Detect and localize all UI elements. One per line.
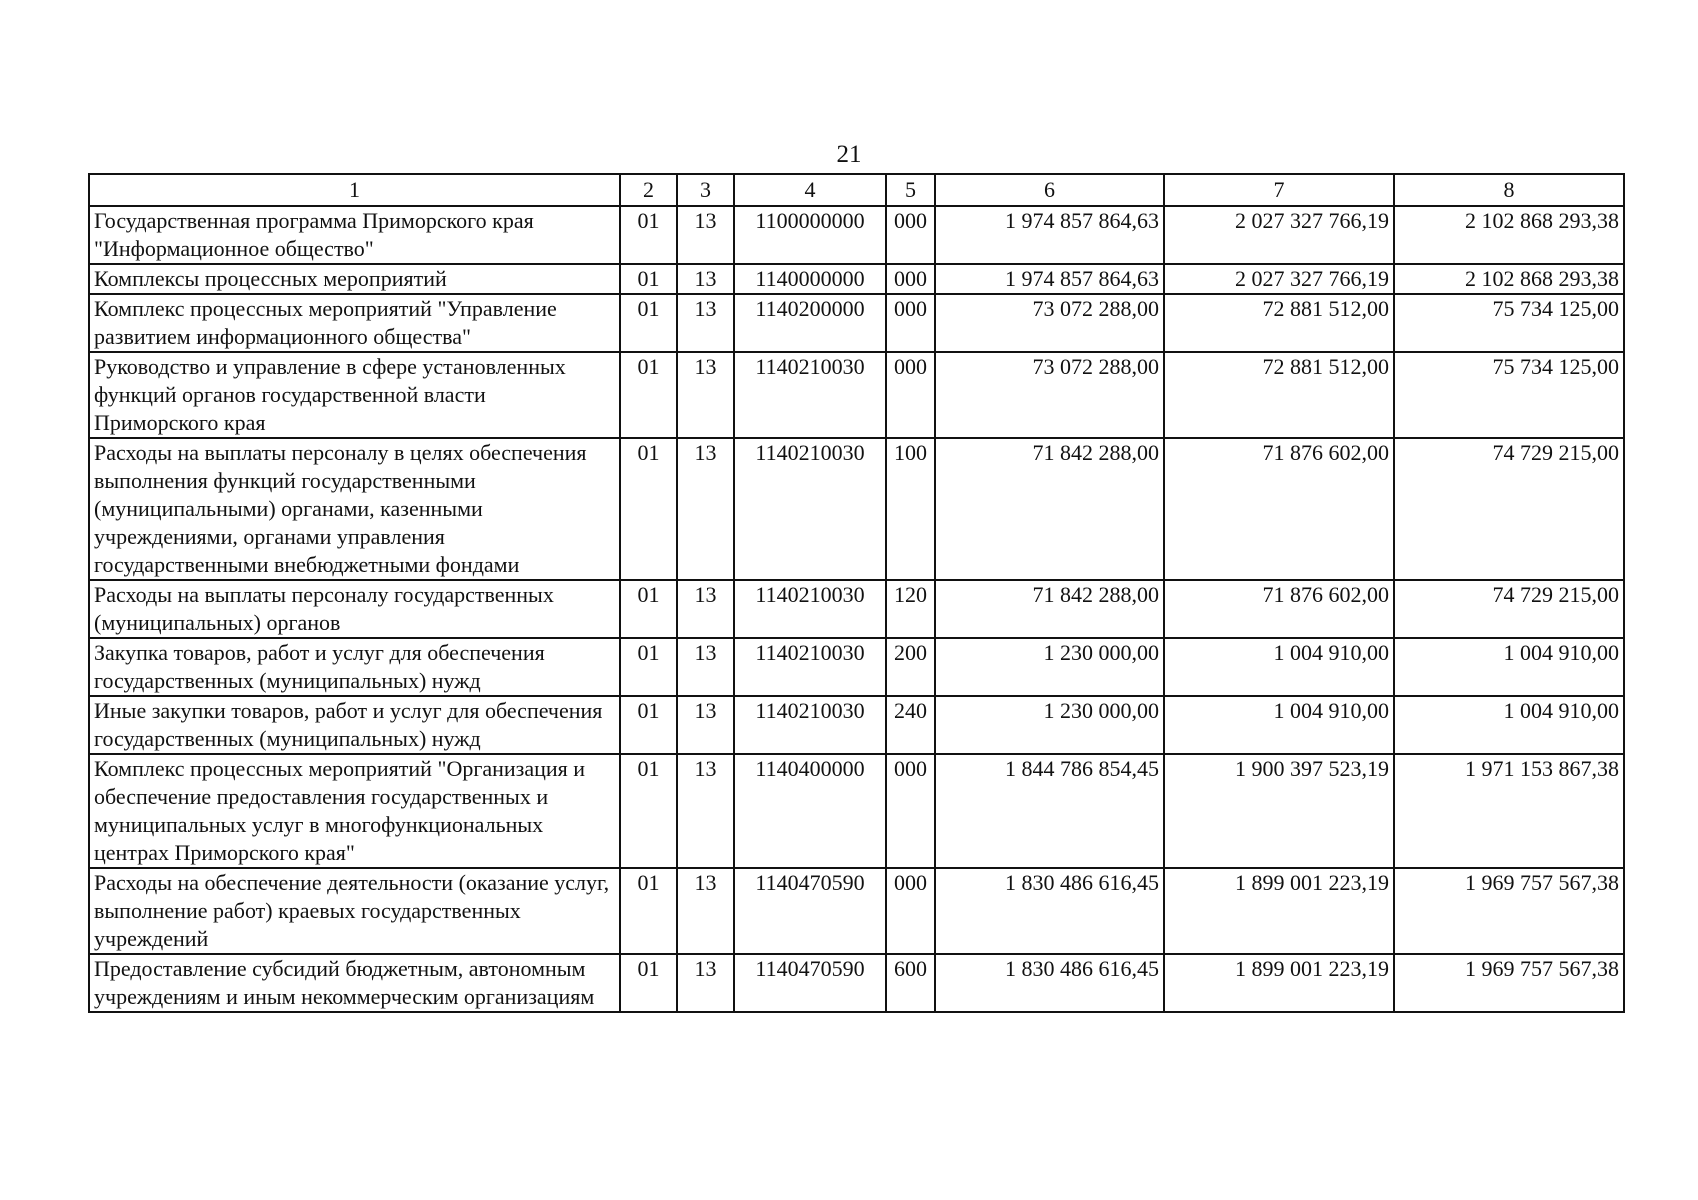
row-name-cell: Комплекс процессных мероприятий "Управление развитием информационного общества" xyxy=(89,294,620,352)
table-row xyxy=(89,638,1624,696)
expense-type-cell: 000 xyxy=(886,352,935,438)
expense-type-cell: 200 xyxy=(886,638,935,696)
amount-cell-6: 73 072 288,00 xyxy=(935,294,1164,352)
row-name-cell: Иные закупки товаров, работ и услуг для обеспечения государственных (муниципальных) нужд xyxy=(89,696,620,754)
table-row xyxy=(89,294,1624,352)
expense-type-cell: 000 xyxy=(886,294,935,352)
header-cell: 1 xyxy=(89,174,620,206)
subsection-code-cell: 13 xyxy=(677,352,734,438)
section-code-cell: 01 xyxy=(620,352,677,438)
table-row xyxy=(89,206,1624,264)
amount-cell-6: 73 072 288,00 xyxy=(935,352,1164,438)
table-row xyxy=(89,954,1624,1012)
amount-cell-6: 1 230 000,00 xyxy=(935,696,1164,754)
subsection-code-cell: 13 xyxy=(677,438,734,580)
amount-cell-7: 1 004 910,00 xyxy=(1164,638,1394,696)
header-cell: 4 xyxy=(734,174,886,206)
amount-cell-8: 2 102 868 293,38 xyxy=(1394,264,1624,294)
amount-cell-8: 74 729 215,00 xyxy=(1394,580,1624,638)
target-article-cell: 1140200000 xyxy=(734,294,886,352)
section-code-cell: 01 xyxy=(620,264,677,294)
target-article-cell: 1140000000 xyxy=(734,264,886,294)
amount-cell-8: 1 969 757 567,38 xyxy=(1394,954,1624,1012)
target-article-cell: 1140210030 xyxy=(734,352,886,438)
expense-type-cell: 240 xyxy=(886,696,935,754)
target-article-cell: 1140470590 xyxy=(734,868,886,954)
row-name-cell: Предоставление субсидий бюджетным, автономным учреждениям и иным некоммерческим организациям xyxy=(89,954,620,1012)
section-code-cell: 01 xyxy=(620,206,677,264)
amount-cell-7: 1 900 397 523,19 xyxy=(1164,754,1394,868)
subsection-code-cell: 13 xyxy=(677,580,734,638)
amount-cell-7: 1 899 001 223,19 xyxy=(1164,954,1394,1012)
table-body xyxy=(89,206,1624,1012)
section-code-cell: 01 xyxy=(620,294,677,352)
amount-cell-6: 1 844 786 854,45 xyxy=(935,754,1164,868)
target-article-cell: 1140210030 xyxy=(734,438,886,580)
subsection-code-cell: 13 xyxy=(677,754,734,868)
amount-cell-8: 1 971 153 867,38 xyxy=(1394,754,1624,868)
table-row xyxy=(89,754,1624,868)
page-number: 21 xyxy=(836,141,862,168)
target-article-cell: 1140470590 xyxy=(734,954,886,1012)
table-row xyxy=(89,352,1624,438)
amount-cell-8: 1 004 910,00 xyxy=(1394,638,1624,696)
expense-type-cell: 000 xyxy=(886,868,935,954)
amount-cell-8: 1 969 757 567,38 xyxy=(1394,868,1624,954)
amount-cell-8: 2 102 868 293,38 xyxy=(1394,206,1624,264)
section-code-cell: 01 xyxy=(620,954,677,1012)
target-article-cell: 1140210030 xyxy=(734,638,886,696)
row-name-cell: Расходы на обеспечение деятельности (оказание услуг, выполнение работ) краевых государственных учреждений xyxy=(89,868,620,954)
expense-type-cell: 120 xyxy=(886,580,935,638)
header-cell: 8 xyxy=(1394,174,1624,206)
target-article-cell: 1100000000 xyxy=(734,206,886,264)
amount-cell-7: 72 881 512,00 xyxy=(1164,352,1394,438)
amount-cell-8: 75 734 125,00 xyxy=(1394,294,1624,352)
subsection-code-cell: 13 xyxy=(677,264,734,294)
header-row xyxy=(89,174,1624,206)
amount-cell-8: 74 729 215,00 xyxy=(1394,438,1624,580)
target-article-cell: 1140400000 xyxy=(734,754,886,868)
target-article-cell: 1140210030 xyxy=(734,580,886,638)
expense-type-cell: 000 xyxy=(886,264,935,294)
subsection-code-cell: 13 xyxy=(677,638,734,696)
section-code-cell: 01 xyxy=(620,754,677,868)
amount-cell-7: 1 899 001 223,19 xyxy=(1164,868,1394,954)
expense-type-cell: 000 xyxy=(886,754,935,868)
row-name-cell: Расходы на выплаты персоналу в целях обеспечения выполнения функций государственными (муниципальными) органами, казенными учреждениями, органами управления государственными внебюджетными фондами xyxy=(89,438,620,580)
amount-cell-6: 71 842 288,00 xyxy=(935,580,1164,638)
amount-cell-6: 1 830 486 616,45 xyxy=(935,954,1164,1012)
amount-cell-7: 71 876 602,00 xyxy=(1164,580,1394,638)
table-row xyxy=(89,438,1624,580)
section-code-cell: 01 xyxy=(620,580,677,638)
table-row xyxy=(89,696,1624,754)
header-cell: 3 xyxy=(677,174,734,206)
amount-cell-6: 1 830 486 616,45 xyxy=(935,868,1164,954)
target-article-cell: 1140210030 xyxy=(734,696,886,754)
row-name-cell: Руководство и управление в сфере установленных функций органов государственной власти Приморского края xyxy=(89,352,620,438)
expense-type-cell: 600 xyxy=(886,954,935,1012)
subsection-code-cell: 13 xyxy=(677,294,734,352)
amount-cell-7: 72 881 512,00 xyxy=(1164,294,1394,352)
section-code-cell: 01 xyxy=(620,438,677,580)
table-row xyxy=(89,580,1624,638)
header-cell: 5 xyxy=(886,174,935,206)
subsection-code-cell: 13 xyxy=(677,206,734,264)
amount-cell-8: 75 734 125,00 xyxy=(1394,352,1624,438)
subsection-code-cell: 13 xyxy=(677,954,734,1012)
header-cell: 7 xyxy=(1164,174,1394,206)
row-name-cell: Закупка товаров, работ и услуг для обеспечения государственных (муниципальных) нужд xyxy=(89,638,620,696)
subsection-code-cell: 13 xyxy=(677,868,734,954)
budget-table xyxy=(88,173,1625,1013)
amount-cell-7: 71 876 602,00 xyxy=(1164,438,1394,580)
expense-type-cell: 000 xyxy=(886,206,935,264)
row-name-cell: Комплекс процессных мероприятий "Организация и обеспечение предоставления государственных и муниципальных услуг в многофункциональных центрах Приморского края" xyxy=(89,754,620,868)
amount-cell-6: 71 842 288,00 xyxy=(935,438,1164,580)
amount-cell-7: 1 004 910,00 xyxy=(1164,696,1394,754)
row-name-cell: Расходы на выплаты персоналу государственных (муниципальных) органов xyxy=(89,580,620,638)
section-code-cell: 01 xyxy=(620,696,677,754)
header-cell: 6 xyxy=(935,174,1164,206)
section-code-cell: 01 xyxy=(620,638,677,696)
amount-cell-8: 1 004 910,00 xyxy=(1394,696,1624,754)
row-name-cell: Государственная программа Приморского края "Информационное общество" xyxy=(89,206,620,264)
amount-cell-7: 2 027 327 766,19 xyxy=(1164,206,1394,264)
amount-cell-7: 2 027 327 766,19 xyxy=(1164,264,1394,294)
amount-cell-6: 1 974 857 864,63 xyxy=(935,264,1164,294)
amount-cell-6: 1 974 857 864,63 xyxy=(935,206,1164,264)
section-code-cell: 01 xyxy=(620,868,677,954)
row-name-cell: Комплексы процессных мероприятий xyxy=(89,264,620,294)
subsection-code-cell: 13 xyxy=(677,696,734,754)
table-row xyxy=(89,868,1624,954)
expense-type-cell: 100 xyxy=(886,438,935,580)
table-row xyxy=(89,264,1624,294)
amount-cell-6: 1 230 000,00 xyxy=(935,638,1164,696)
header-cell: 2 xyxy=(620,174,677,206)
